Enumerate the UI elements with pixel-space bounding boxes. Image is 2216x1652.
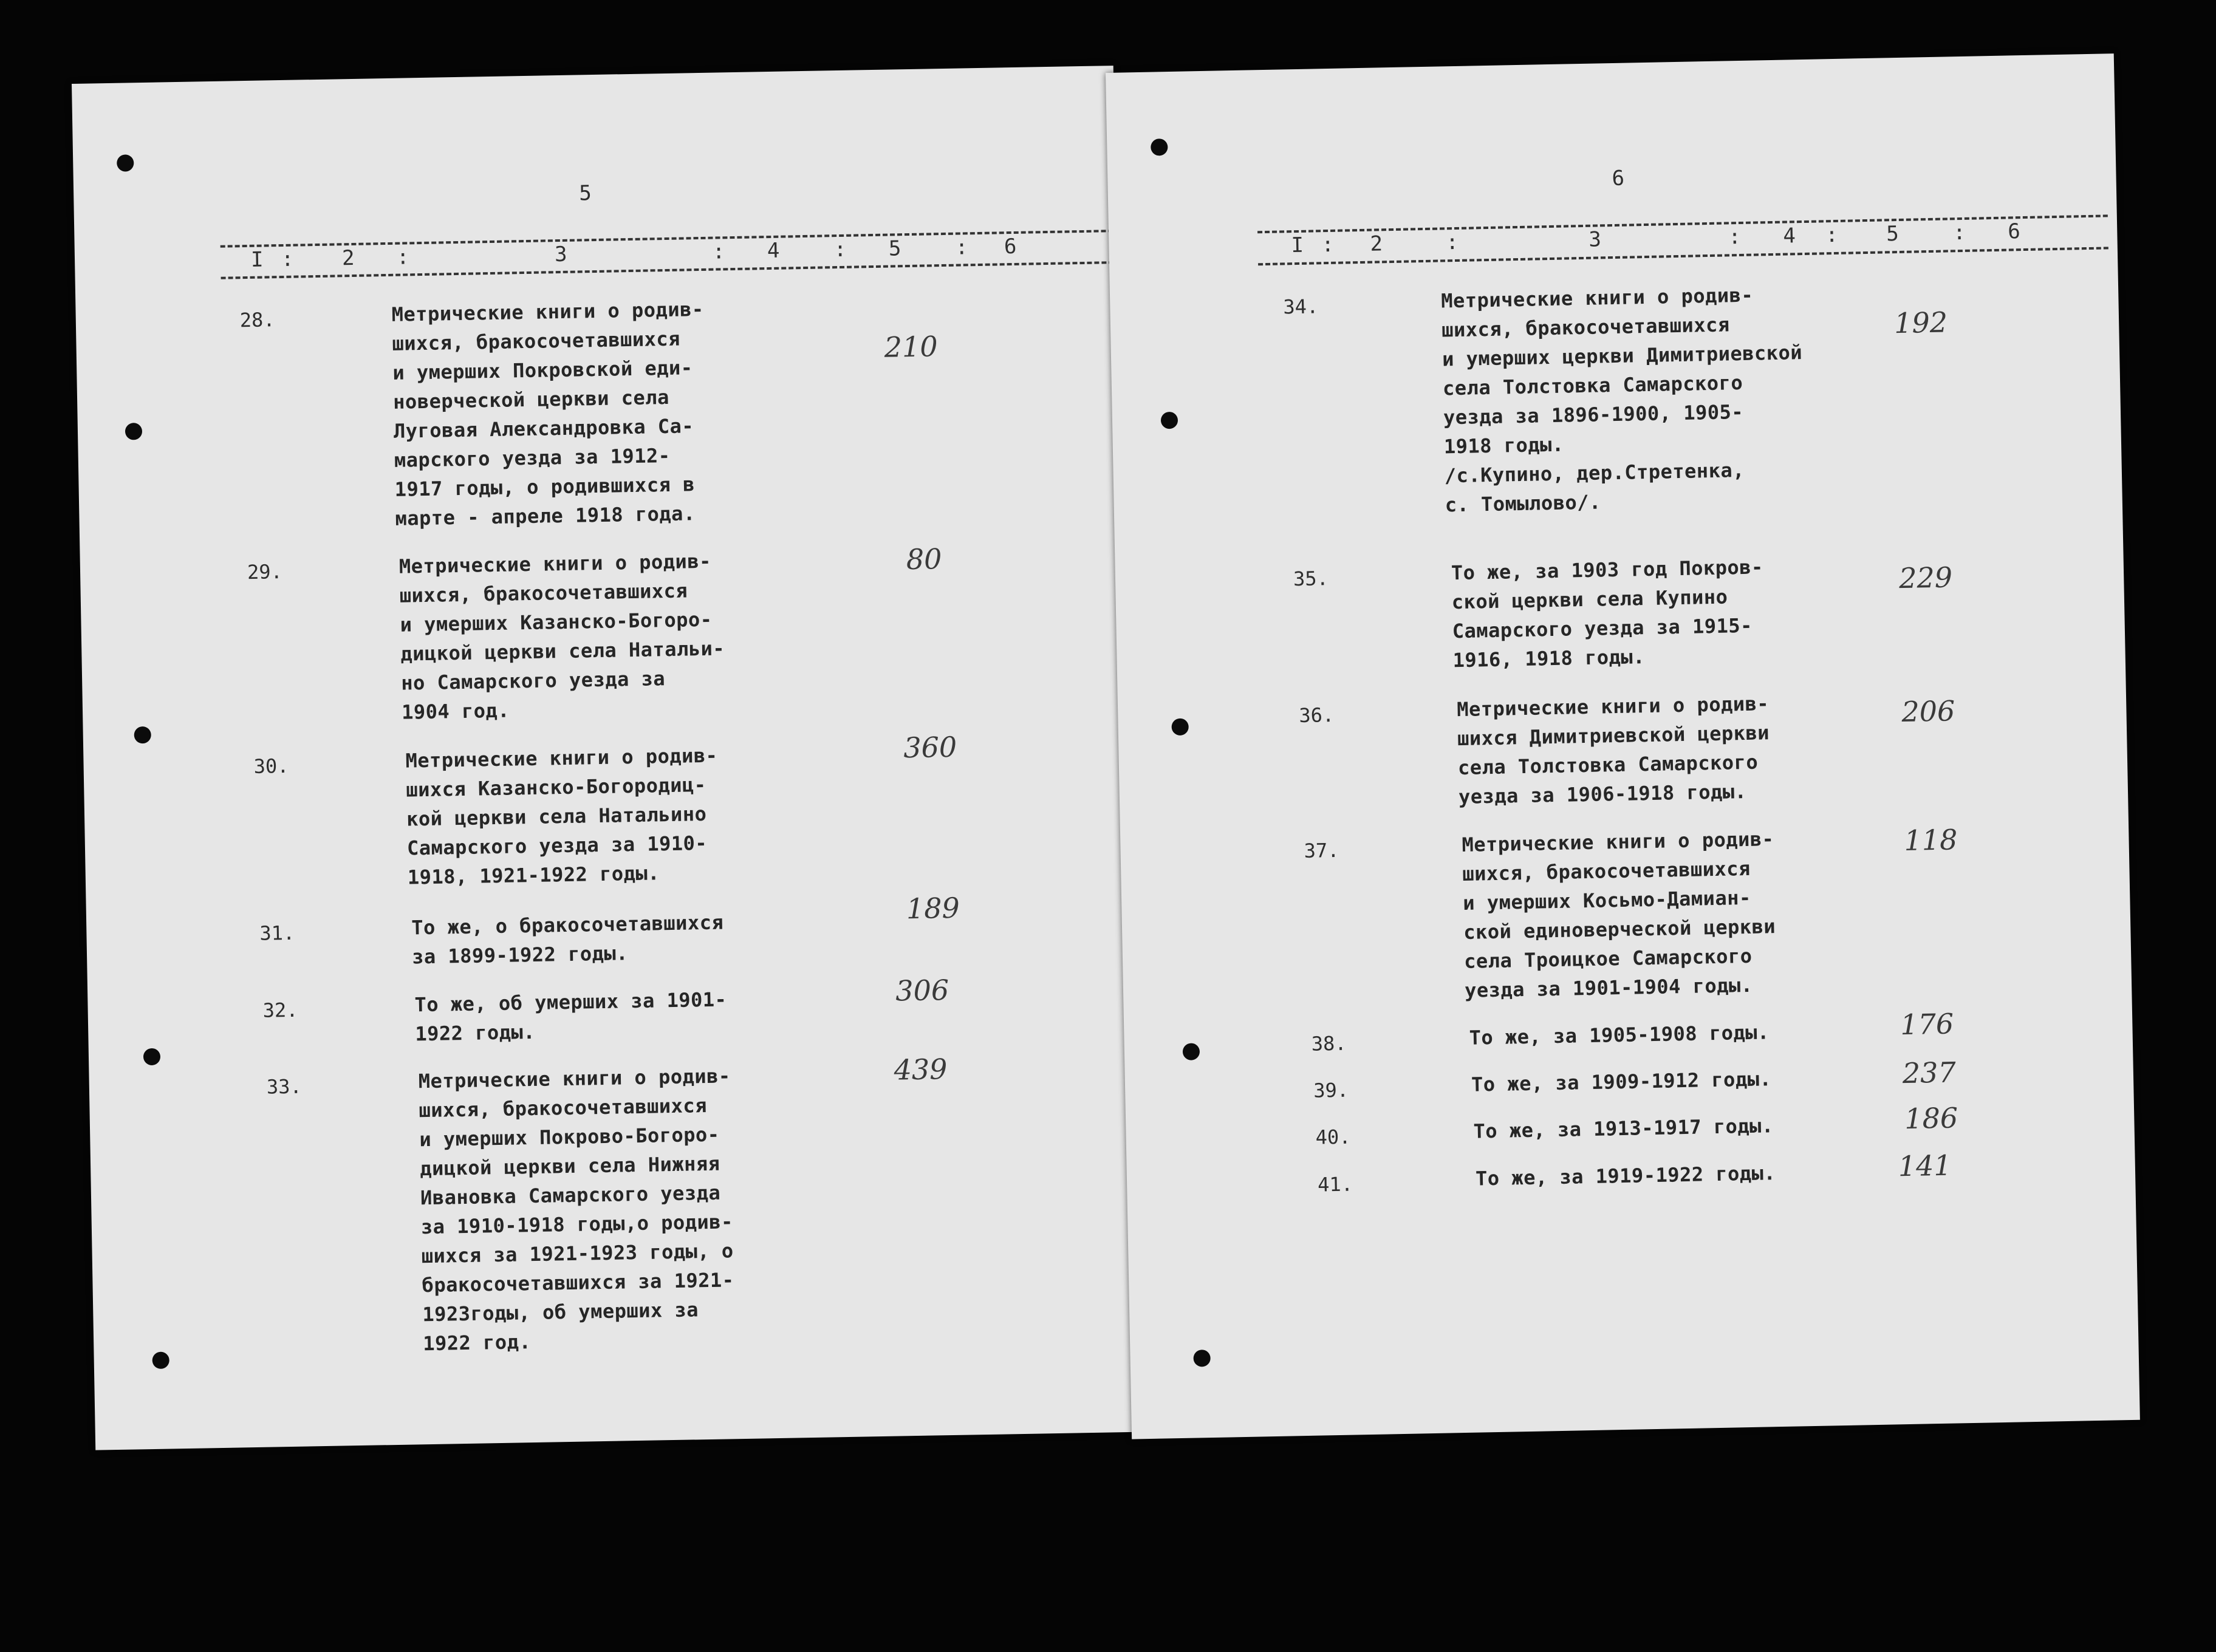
record-description: Метрические книги о родив- шихся, бракосочетавшихся и умерших церкви Димитриевской села Толстовка Самарского уезда за 1896-1900, 1905- 1918 годы. /с.Купино, дер.Стретенка, с. Томылово/.	[1440, 283, 1803, 517]
column-header-5: 5	[888, 236, 901, 261]
record-number: 38.	[1311, 1031, 1347, 1056]
binder-hole	[1171, 718, 1189, 736]
record-count: 141	[1898, 1149, 1952, 1183]
binder-hole	[1193, 1350, 1211, 1367]
record-description: То же, о бракосочетавшихся за 1899-1922 годы.	[411, 910, 724, 969]
record-count: 189	[906, 891, 960, 926]
column-separator: :	[833, 237, 847, 262]
column-separator: :	[281, 247, 294, 272]
record-count: 176	[1900, 1007, 1954, 1042]
record-number: 30.	[253, 754, 289, 778]
column-separator: :	[1321, 232, 1335, 258]
binder-hole	[1151, 138, 1168, 156]
column-header-2: 2	[1370, 231, 1383, 256]
record-number: 40.	[1315, 1125, 1351, 1149]
record-description: То же, за 1909-1912 годы.	[1471, 1067, 1772, 1096]
record-count: 229	[1898, 561, 1953, 595]
record-count: 210	[884, 330, 939, 364]
record-number: 29.	[247, 560, 283, 584]
column-header-4: 4	[1782, 224, 1796, 248]
binder-hole	[152, 1352, 169, 1369]
record-number: 31.	[259, 921, 295, 945]
record-count: 237	[1902, 1056, 1957, 1090]
record-number: 35.	[1293, 567, 1329, 591]
record-description: То же, за 1905-1908 годы.	[1469, 1020, 1770, 1050]
record-description: Метрические книги о родив- шихся Димитриевской церкви села Толстовка Самарского уезда за 1906-1918 годы.	[1456, 692, 1770, 809]
column-header-6: 6	[2007, 219, 2021, 244]
column-separator: :	[1728, 224, 1742, 250]
column-header-6: 6	[1004, 234, 1017, 259]
column-separator: :	[396, 245, 409, 270]
binder-hole	[134, 726, 151, 743]
column-separator: :	[1446, 230, 1459, 255]
page-number: 5	[578, 181, 592, 206]
record-description: Метрические книги о родив- шихся, бракосочетавшихся и умерших Покровской еди- новерческой церкви села Луговая Александровка Са- марского уезда за 1912- 1917 годы, о родившихся в марте - апреле 1918 года.	[391, 297, 704, 530]
column-separator: :	[1825, 222, 1839, 248]
record-description: То же, за 1903 год Покров- ской церкви села Купино Самарского уезда за 1915- 1916, 1918 годы.	[1451, 555, 1764, 672]
record-count: 206	[1901, 694, 1955, 729]
record-count: 439	[894, 1053, 948, 1087]
record-number: 39.	[1313, 1078, 1349, 1102]
record-number: 28.	[239, 308, 275, 332]
document-page-left	[72, 66, 1137, 1450]
header-rule-top	[1257, 214, 2108, 233]
column-header-3: 3	[554, 242, 567, 267]
record-count: 306	[895, 974, 949, 1008]
record-number: 34.	[1283, 295, 1319, 319]
column-header-4: 4	[767, 238, 780, 264]
record-description: То же, за 1913-1917 годы.	[1473, 1114, 1774, 1143]
column-header-3: 3	[1588, 227, 1602, 252]
header-rule-bottom	[1258, 247, 2108, 265]
binder-hole	[143, 1048, 160, 1065]
column-header-2: 2	[341, 245, 355, 271]
column-separator: :	[1952, 220, 1966, 245]
record-description: Метрические книги о родив- шихся Казанско-Богородиц- кой церкви села Натальино Самарского уезда за 1910- 1918, 1921-1922 годы.	[405, 743, 718, 889]
header-rule-top	[221, 230, 1113, 248]
column-header-1: I	[1291, 233, 1304, 258]
record-number: 37.	[1304, 838, 1339, 862]
record-count: 186	[1904, 1101, 1958, 1136]
record-number: 32.	[262, 998, 298, 1022]
record-count: 360	[903, 730, 957, 765]
record-description: Метрические книги о родив- шихся, бракосочетавшихся и умерших Покрово-Богоро- дицкой церкви села Нижняя Ивановка Самарского уезда за 1910-1918 годы,о родив- шихся за 1921-1923 годы, о бракосочетавшихся за 1921- 1923годы, об умерших за 1922 год.	[418, 1064, 734, 1356]
record-number: 41.	[1317, 1172, 1353, 1196]
column-separator: :	[712, 239, 725, 264]
binder-hole	[125, 423, 142, 440]
record-number: 33.	[266, 1074, 302, 1099]
header-rule-bottom	[221, 261, 1114, 279]
column-header-5: 5	[1886, 221, 1900, 247]
record-number: 36.	[1299, 703, 1335, 728]
binder-hole	[117, 154, 134, 171]
record-count: 118	[1903, 823, 1958, 857]
record-count: 80	[906, 542, 942, 576]
page-number: 6	[1612, 166, 1625, 191]
column-header-1: I	[250, 247, 264, 272]
record-description: То же, за 1919-1922 годы.	[1475, 1161, 1776, 1190]
binder-hole	[1161, 412, 1178, 429]
document-page-right	[1106, 53, 2140, 1439]
record-description: То же, об умерших за 1901- 1922 годы.	[414, 988, 727, 1046]
column-separator: :	[955, 235, 968, 260]
record-description: Метрические книги о родив- шихся, бракосочетавшихся и умерших Казанско-Богоро- дицкой церкви села Натальи- но Самарского уезда за 1904 год.	[398, 549, 725, 724]
record-count: 192	[1893, 305, 1948, 340]
binder-hole	[1183, 1043, 1200, 1060]
record-description: Метрические книги о родив- шихся, бракосочетавшихся и умерших Косьмо-Дамиан- ской единоверческой церкви села Троицкое Самарского уезда за 1901-1904 годы.	[1462, 827, 1776, 1002]
